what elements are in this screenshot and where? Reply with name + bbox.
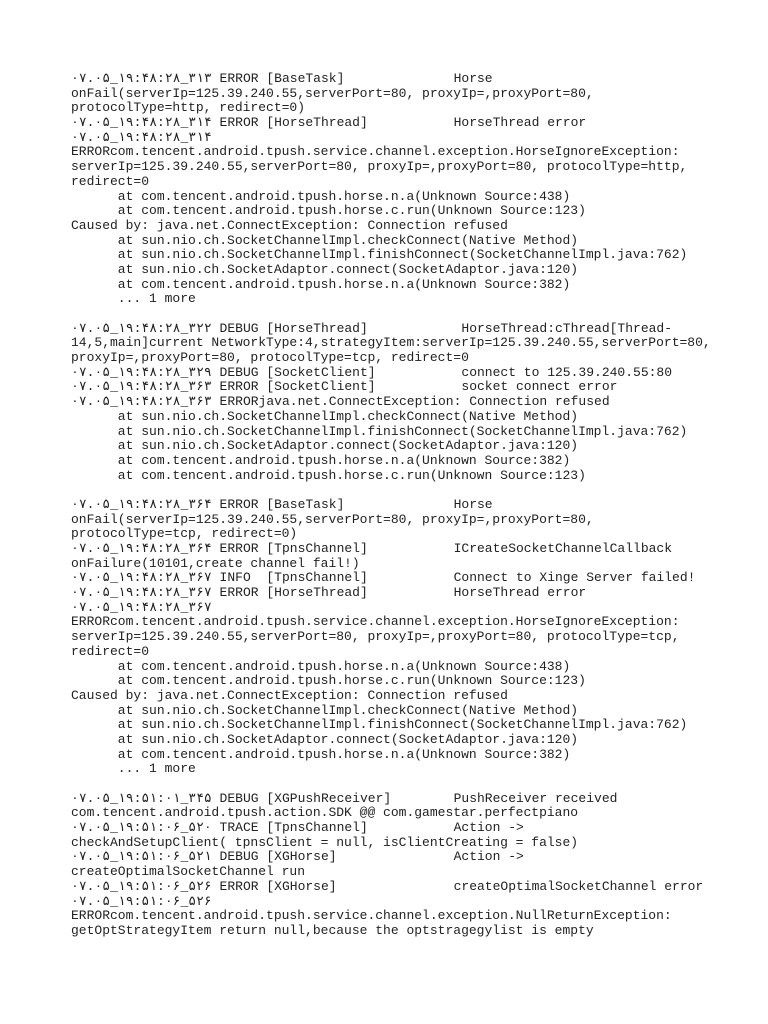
log-line: ۰۷.۰۵_۱۹:۴۸:۲۸_۳۶۴ ERROR [BaseTask] Horse [71,496,493,512]
log-line: onFail(serverIp=125.39.240.55,serverPort=80, proxyIp=,proxyPort=80, [71,85,594,101]
log-line: at com.tencent.android.tpush.horse.n.a(Unknown Source:382) [71,276,571,292]
log-line: com.tencent.android.tpush.action.SDK @@ com.gamestar.perfectpiano [71,805,579,821]
log-line: at sun.nio.ch.SocketChannelImpl.finishConnect(SocketChannelImpl.java:762) [71,717,688,733]
log-line: at com.tencent.android.tpush.horse.c.run(Unknown Source:123) [71,673,586,689]
blank-line [71,483,711,498]
log-line: ۰۷.۰۵_۱۹:۴۸:۲۸_۳۱۳ ERROR [BaseTask] Horse [71,71,493,86]
log-line: ۰۷.۰۵_۱۹:۵۱:۰۶_۵۲۰ TRACE [TpnsChannel] Action -> [71,820,524,836]
blank-line [71,307,711,322]
log-line: 14,5,main]current NetworkType:4,strategyItem:serverIp=125.39.240.55,serverPort=80, [71,335,711,351]
log-line: ERRORcom.tencent.android.tpush.service.channel.exception.HorseIgnoreException: [71,144,680,160]
log-line: ۰۷.۰۵_۱۹:۴۸:۲۸_۳۱۴ [71,129,212,145]
log-line: ۰۷.۰۵_۱۹:۵۱:۰۶_۵۲۱ DEBUG [XGHorse] Action -> [71,849,524,865]
log-line: createOptimalSocketChannel run [71,864,306,880]
log-line: at sun.nio.ch.SocketAdaptor.connect(SocketAdaptor.java:120) [71,261,579,277]
log-line: onFailure(10101,create channel fail!) [71,555,360,571]
log-line: Caused by: java.net.ConnectException: Connection refused [71,687,508,703]
log-line: ۰۷.۰۵_۱۹:۴۸:۲۸_۳۶۷ INFO [TpnsChannel] Connect to Xinge Server failed! [71,570,696,586]
log-line: at sun.nio.ch.SocketChannelImpl.finishConnect(SocketChannelImpl.java:762) [71,423,688,439]
log-line: ۰۷.۰۵_۱۹:۴۸:۲۸_۳۱۴ ERROR [HorseThread] HorseThread error [71,115,587,131]
log-line: at com.tencent.android.tpush.horse.n.a(Unknown Source:438) [71,188,571,204]
log-line: ۰۷.۰۵_۱۹:۴۸:۲۸_۳۶۴ ERROR [TpnsChannel] ICreateSocketChannelCallback [71,541,673,556]
log-line: ۰۷.۰۵_۱۹:۴۸:۲۸_۳۲۹ DEBUG [SocketClient] connect to 125.39.240.55:80 [71,364,673,380]
log-line: ۰۷.۰۵_۱۹:۴۸:۲۸_۳۶۷ ERROR [HorseThread] HorseThread error [71,585,587,601]
log-line: redirect=0 [71,173,150,189]
log-line: ... 1 more [71,761,196,777]
log-line: getOptStrategyItem return null,because the optstragegylist is empty [71,922,594,938]
log-line: at sun.nio.ch.SocketAdaptor.connect(SocketAdaptor.java:120) [71,731,579,747]
log-line: ۰۷.۰۵_۱۹:۵۱:۰۶_۵۲۶ ERROR [XGHorse] createOptimalSocketChannel error [71,878,704,894]
log-line: ۰۷.۰۵_۱۹:۴۸:۲۸_۳۶۳ ERROR [SocketClient] socket connect error [71,379,618,395]
log-line: at sun.nio.ch.SocketChannelImpl.finishConnect(SocketChannelImpl.java:762) [71,247,688,263]
log-line: at sun.nio.ch.SocketAdaptor.connect(SocketAdaptor.java:120) [71,438,579,454]
log-line: proxyIp=,proxyPort=80, protocolType=tcp, redirect=0 [71,350,469,366]
log-line: protocolType=http, redirect=0) [71,100,306,116]
log-line: ERRORcom.tencent.android.tpush.service.channel.exception.NullReturnException: [71,908,672,924]
log-document [71,72,711,939]
log-line: at com.tencent.android.tpush.horse.n.a(Unknown Source:438) [71,658,571,674]
log-line: protocolType=tcp, redirect=0) [71,526,298,542]
log-line: at sun.nio.ch.SocketChannelImpl.checkConnect(Native Method) [71,702,579,718]
log-line: at com.tencent.android.tpush.horse.c.run(Unknown Source:123) [71,203,586,219]
log-line: at com.tencent.android.tpush.horse.c.run(Unknown Source:123) [71,467,586,483]
log-line: onFail(serverIp=125.39.240.55,serverPort=80, proxyIp=,proxyPort=80, [71,511,594,527]
log-line: redirect=0 [71,643,150,659]
blank-line [71,777,711,792]
log-line: ۰۷.۰۵_۱۹:۵۱:۰۱_۳۴۵ DEBUG [XGPushReceiver] PushReceiver received [71,790,618,806]
log-line: ... 1 more [71,291,196,307]
log-line: serverIp=125.39.240.55,serverPort=80, proxyIp=,proxyPort=80, protocolType=tcp, [71,629,680,645]
log-line: at com.tencent.android.tpush.horse.n.a(Unknown Source:382) [71,746,571,762]
log-line: Caused by: java.net.ConnectException: Connection refused [71,217,508,233]
log-line: ERRORcom.tencent.android.tpush.service.channel.exception.HorseIgnoreException: [71,614,680,630]
log-line: ۰۷.۰۵_۱۹:۴۸:۲۸_۳۶۷ [71,599,212,615]
log-line: ۰۷.۰۵_۱۹:۵۱:۰۶_۵۲۶ [71,893,212,909]
log-line: ۰۷.۰۵_۱۹:۴۸:۲۸_۳۶۳ ERRORjava.net.ConnectException: Connection refused [71,394,610,410]
log-line: checkAndSetupClient( tpnsClient = null, isClientCreating = false) [71,834,579,850]
log-line: at sun.nio.ch.SocketChannelImpl.checkConnect(Native Method) [71,408,579,424]
log-line: ۰۷.۰۵_۱۹:۴۸:۲۸_۳۲۲ DEBUG [HorseThread] HorseThread:cThread[Thread- [71,320,673,336]
log-line: at com.tencent.android.tpush.horse.n.a(Unknown Source:382) [71,452,571,468]
log-line: at sun.nio.ch.SocketChannelImpl.checkConnect(Native Method) [71,232,579,248]
log-line: serverIp=125.39.240.55,serverPort=80, proxyIp=,proxyPort=80, protocolType=http, [71,159,688,175]
